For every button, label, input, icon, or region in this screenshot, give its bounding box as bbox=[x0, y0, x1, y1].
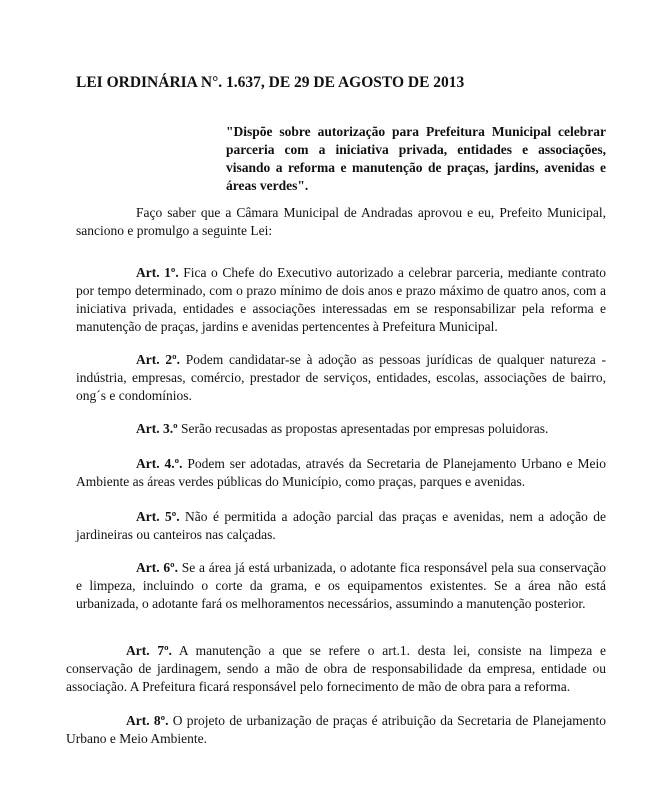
article-text: O projeto de urbanização de praças é atribuição da Secretaria de Planejamento Urbano e Meio Ambiente. bbox=[66, 713, 606, 746]
article-1 bbox=[76, 264, 606, 336]
article-label: Art. 1º. bbox=[136, 265, 179, 280]
article-2 bbox=[76, 351, 606, 405]
article-label: Art. 5º. bbox=[136, 509, 180, 524]
article-text: Serão recusadas as propostas apresentadas por empresas poluidoras. bbox=[177, 421, 549, 436]
article-label: Art. 4.º. bbox=[136, 456, 183, 471]
article-text: Podem ser adotadas, através da Secretaria de Planejamento Urbano e Meio Ambiente as áreas verdes públicas do Município, como praças, parques e avenidas. bbox=[76, 456, 606, 489]
article-4 bbox=[76, 455, 606, 491]
article-5 bbox=[76, 508, 606, 544]
article-6 bbox=[76, 559, 606, 613]
article-7 bbox=[66, 642, 606, 696]
article-label: Art. 8º. bbox=[126, 713, 169, 728]
article-3 bbox=[76, 420, 606, 438]
article-label: Art. 6º. bbox=[136, 560, 178, 575]
law-ementa: "Dispõe sobre autorização para Prefeitura Municipal celebrar parceria com a iniciativa privada, entidades e associações, visando a reforma e manutenção de praças, jardins, avenidas e áreas verdes". bbox=[226, 124, 606, 193]
article-text: A manutenção a que se refere o art.1. desta lei, consiste na limpeza e conservação de jardinagem, sendo a mão de obra de responsabilidade da empresa, entidade ou associação. A Prefeitura ficará responsável pelo fornecimento de mão de obra para a reforma. bbox=[66, 643, 606, 694]
article-text: Podem candidatar-se à adoção as pessoas jurídicas de qualquer natureza - indústria, empresas, comércio, prestador de serviços, entidades, escolas, associações de bairro, ong´s e condomínios. bbox=[76, 352, 606, 403]
law-title: LEI ORDINÁRIA N°. 1.637, DE 29 DE AGOSTO DE 2013 bbox=[76, 74, 465, 91]
article-text: Fica o Chefe do Executivo autorizado a celebrar parceria, mediante contrato por tempo determinado, com o prazo mínimo de dois anos e prazo máximo de quatro anos, com a iniciativa privada, entidades e associações interessadas em se responsabilizar pela reforma e manutenção de praças, jardins e avenidas pertencentes à Prefeitura Municipal. bbox=[76, 265, 606, 334]
article-text: Não é permitida a adoção parcial das praças e avenidas, nem a adoção de jardineiras ou canteiros nas calçadas. bbox=[76, 509, 606, 542]
article-label: Art. 7º. bbox=[126, 643, 172, 658]
article-text: Se a área já está urbanizada, o adotante fica responsável pela sua conservação e limpeza, incluindo o corte da grama, e os equipamentos existentes. Se a área não está urbanizada, o adotante fará os melhoramentos necessários, assumindo a manutenção posterior. bbox=[76, 560, 606, 611]
intro-paragraph: Faço saber que a Câmara Municipal de Andradas aprovou e eu, Prefeito Municipal, sanciono e promulgo a seguinte Lei: bbox=[76, 205, 606, 238]
article-label: Art. 3.º bbox=[136, 421, 178, 436]
article-label: Art. 2º. bbox=[136, 352, 180, 367]
article-8 bbox=[66, 712, 606, 748]
